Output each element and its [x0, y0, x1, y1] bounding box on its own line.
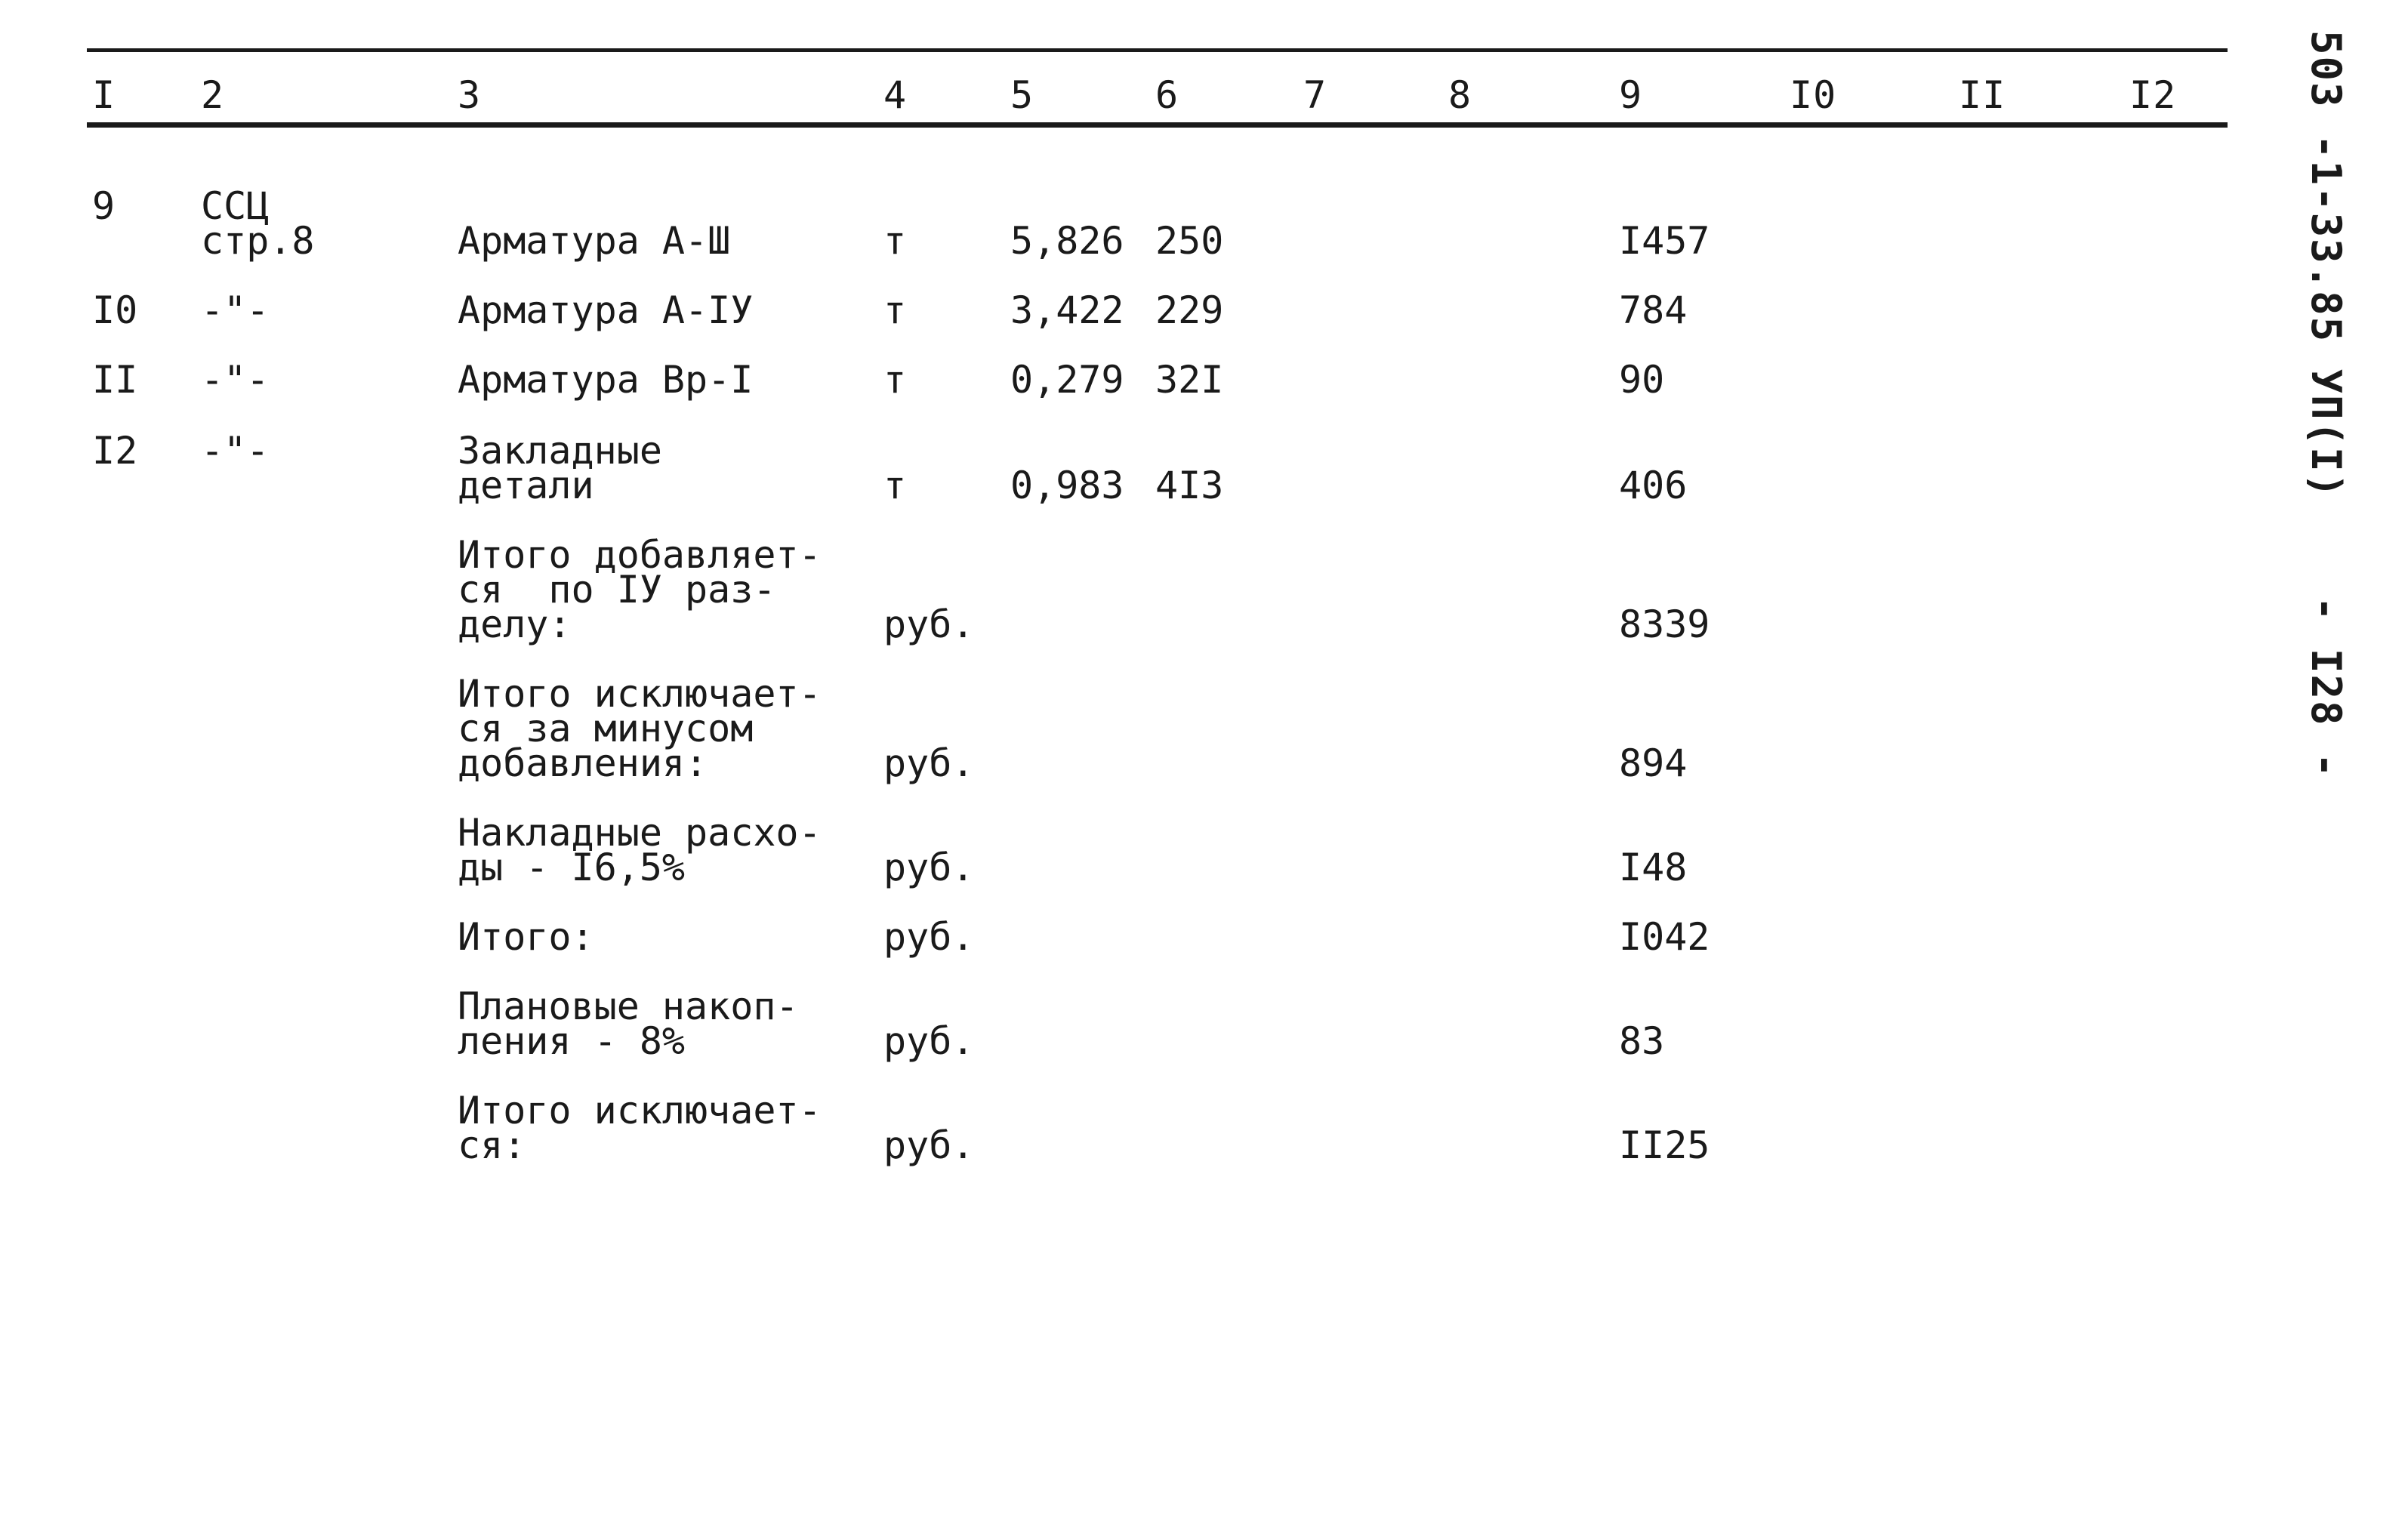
- row-number: I0: [92, 288, 138, 332]
- row-unit: т: [883, 358, 907, 402]
- row-unit: руб.: [883, 915, 975, 959]
- row-quantity: 3,422: [1010, 288, 1124, 332]
- row-price: 4I3: [1155, 464, 1224, 507]
- row-total: I042: [1619, 915, 1710, 959]
- row-total: I457: [1619, 219, 1710, 263]
- row-name: Закладные детали: [458, 429, 662, 507]
- column-header-7: 7: [1303, 73, 1327, 117]
- row-price: 229: [1155, 288, 1224, 332]
- document-code: 503 -1-33.85 УП(I): [2302, 30, 2350, 500]
- column-header-8: 8: [1448, 73, 1472, 117]
- row-unit: т: [883, 464, 907, 507]
- row-number: 9: [92, 184, 116, 228]
- row-name: Накладные расхо- ды - I6,5%: [458, 811, 822, 889]
- row-name: Арматура А-Ш: [458, 219, 731, 263]
- row-unit: т: [883, 288, 907, 332]
- row-name: Плановые накоп- ления - 8%: [458, 984, 799, 1063]
- row-unit: т: [883, 219, 907, 263]
- row-quantity: 0,983: [1010, 464, 1124, 507]
- row-total: 784: [1619, 288, 1688, 332]
- row-number: I2: [92, 429, 138, 473]
- row-name: Арматура А-IУ: [458, 288, 754, 332]
- row-quantity: 5,826: [1010, 219, 1124, 263]
- column-header-6: 6: [1155, 73, 1179, 117]
- column-header-4: 4: [883, 73, 908, 117]
- row-name: Итого исключает- ся за минусом добавления:: [458, 672, 822, 785]
- row-name: Итого добавляет- ся по IУ раз- делу:: [458, 533, 822, 646]
- page-number: - I28 -: [2302, 596, 2350, 779]
- table-top-rule: [87, 48, 2228, 52]
- header-underline: [87, 122, 2228, 128]
- row-unit: руб.: [883, 741, 975, 785]
- row-total: I48: [1619, 846, 1688, 889]
- row-number: II: [92, 358, 138, 402]
- row-name: Итого исключает- ся:: [458, 1089, 822, 1167]
- row-total: II25: [1619, 1123, 1710, 1167]
- row-total: 406: [1619, 464, 1688, 507]
- row-source: ССЦ стр.8: [201, 184, 315, 263]
- column-header-1: I: [92, 73, 116, 117]
- row-source: -"-: [201, 288, 270, 332]
- row-price: 32I: [1155, 358, 1224, 402]
- row-name: Итого:: [458, 915, 594, 959]
- column-header-2: 2: [201, 73, 225, 117]
- column-header-12: I2: [2129, 73, 2177, 117]
- row-price: 250: [1155, 219, 1224, 263]
- row-total: 8339: [1619, 602, 1710, 646]
- column-header-11: II: [1959, 73, 2006, 117]
- column-header-3: 3: [458, 73, 482, 117]
- row-unit: руб.: [883, 1019, 975, 1063]
- column-header-5: 5: [1010, 73, 1034, 117]
- row-total: 90: [1619, 358, 1665, 402]
- row-quantity: 0,279: [1010, 358, 1124, 402]
- row-total: 894: [1619, 741, 1688, 785]
- column-header-10: I0: [1790, 73, 1837, 117]
- row-unit: руб.: [883, 602, 975, 646]
- row-unit: руб.: [883, 846, 975, 889]
- column-header-9: 9: [1619, 73, 1643, 117]
- row-source: -"-: [201, 358, 270, 402]
- row-unit: руб.: [883, 1123, 975, 1167]
- row-name: Арматура Вр-I: [458, 358, 754, 402]
- row-source: -"-: [201, 429, 270, 473]
- row-total: 83: [1619, 1019, 1665, 1063]
